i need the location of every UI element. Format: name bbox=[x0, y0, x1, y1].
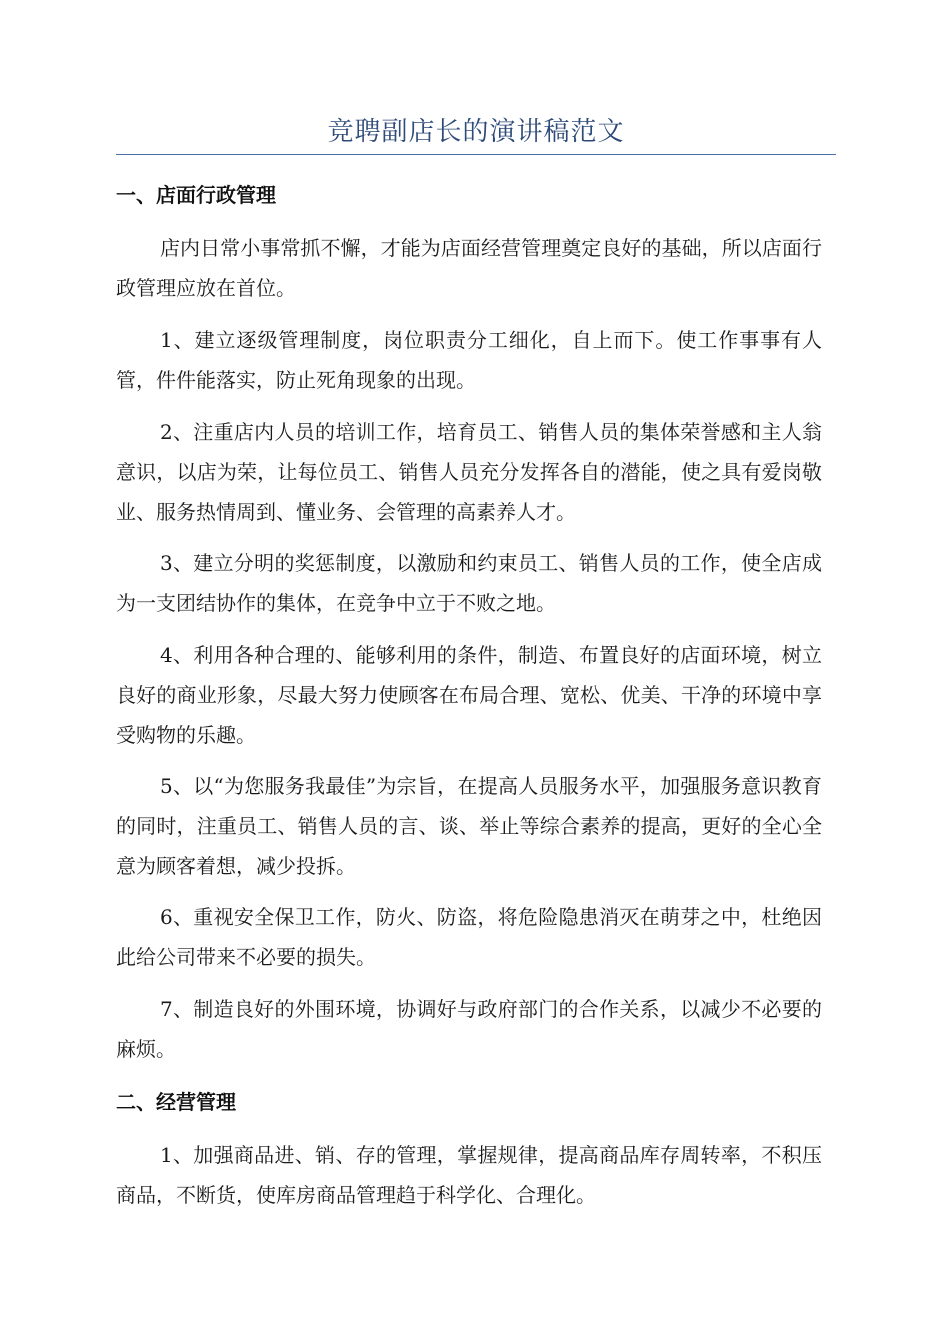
section-heading-business: 二、经营管理 bbox=[116, 1090, 236, 1114]
document-title: 竞聘副店长的演讲稿范文 bbox=[327, 117, 625, 147]
paragraph-item-6: 6、重视安全保卫工作，防火、防盗，将危险隐患消灭在萌芽之中，杜绝因此给公司带来不必要的损失。 bbox=[116, 905, 822, 969]
paragraph-item-3: 3、建立分明的奖惩制度，以激励和约束员工、销售人员的工作，使全店成为一支团结协作的集体，在竞争中立于不败之地。 bbox=[116, 551, 822, 615]
paragraph-item-5: 5、以“为您服务我最佳”为宗旨，在提高人员服务水平，加强服务意识教育的同时，注重员工、销售人员的言、谈、举止等综合素养的提高，更好的全心全意为顾客着想，减少投拆。 bbox=[116, 774, 822, 878]
paragraph-intro: 店内日常小事常抓不懈，才能为店面经营管理奠定良好的基础，所以店面行政管理应放在首位。 bbox=[116, 236, 822, 300]
section-heading-admin: 一、店面行政管理 bbox=[116, 183, 276, 207]
title-underline bbox=[116, 154, 836, 155]
paragraph-item-1: 1、建立逐级管理制度，岗位职责分工细化，自上而下。使工作事事有人管，件件能落实，防止死角现象的出现。 bbox=[116, 328, 822, 392]
paragraph-item-7: 7、制造良好的外围环境，协调好与政府部门的合作关系，以减少不必要的麻烦。 bbox=[116, 997, 822, 1061]
paragraph-item-2: 2、注重店内人员的培训工作，培育员工、销售人员的集体荣誉感和主人翁意识，以店为荣，让每位员工、销售人员充分发挥各自的潜能，使之具有爱岗敬业、服务热情周到、懂业务、会管理的高素养人才。 bbox=[116, 420, 822, 524]
paragraph-item-4: 4、利用各种合理的、能够利用的条件，制造、布置良好的店面环境，树立良好的商业形象，尽最大努力使顾客在布局合理、宽松、优美、干净的环境中享受购物的乐趣。 bbox=[116, 643, 822, 747]
paragraph-business-1: 1、加强商品进、销、存的管理，掌握规律，提高商品库存周转率，不积压商品，不断货，使库房商品管理趋于科学化、合理化。 bbox=[116, 1143, 822, 1207]
